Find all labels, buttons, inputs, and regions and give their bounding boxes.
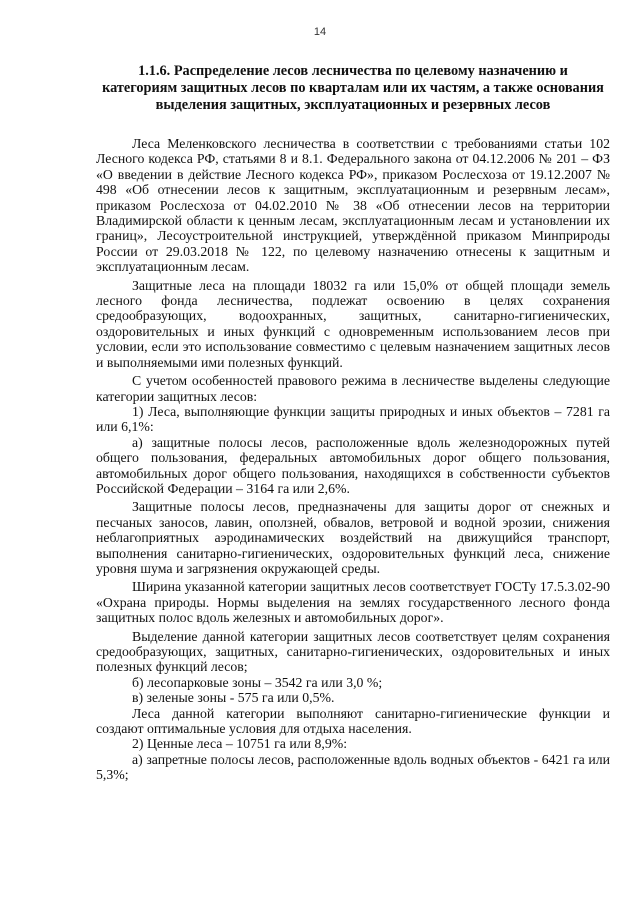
- paragraph: Выделение данной категории защитных лесов соответствует целям сохранения средообразующих, защитных, санитарно-гигиенических, оздоровительных и иных полезных функций лесов;: [96, 628, 610, 675]
- paragraph: б) лесопарковые зоны – 3542 га или 3,0 %;: [132, 674, 383, 690]
- paragraph: а) защитные полосы лесов, расположенные вдоль железнодорожных путей общего пользования, федеральных автомобильных дорог общего пользования, автомобильных дорог общего пользования, находящихся в собственности субъектов Российской Федерации – 3164 га или 2,6%.: [96, 434, 610, 496]
- section-heading: [96, 63, 610, 114]
- section-heading-line: 1.1.6. Распределение лесов лесничества по целевому назначению и: [138, 63, 568, 79]
- paragraph: а) запретные полосы лесов, расположенные вдоль водных объектов - 6421 га или 5,3%;: [96, 751, 610, 783]
- paragraph: Защитные леса на площади 18032 га или 15,0% от общей площади земель лесного фонда лесничества, подлежат освоению в целях сохранения средообразующих, водоохранных, защитных, санитарно-гигиенических, оздоровительных и иных функций с одновременным использованием лесов при условии, если это использование совместимо с целевым назначением защитных лесов и выполняемыми ими полезных функций.: [96, 277, 610, 370]
- paragraph: 1) Леса, выполняющие функции защиты природных и иных объектов – 7281 га или 6,1%:: [96, 403, 610, 435]
- paragraph: Леса данной категории выполняют санитарно-гигиенические функции и создают оптимальные условия для отдыха населения.: [96, 705, 610, 737]
- paragraph: Защитные полосы лесов, предназначены для защиты дорог от снежных и песчаных заносов, лавин, оползней, обвалов, ветровой и водной эрозии, снижения неблагоприятных аэродинамических воздействий на движущийся транспорт, выполнения санитарно-гигиенических, оздоровительных функций леса, снижение уровня шума и загрязнения окружающей среды.: [96, 499, 610, 576]
- paragraph: С учетом особенностей правового режима в лесничестве выделены следующие категории защитных лесов:: [96, 373, 610, 404]
- paragraph: Леса Меленковского лесничества в соответствии с требованиями статьи 102 Лесного кодекса РФ, статьями 8 и 8.1. Федерального закона от 04.12.2006 № 201 – ФЗ «О введении в действие Лесного кодекса РФ», приказом Рослесхоза от 19.12.2007 № 498 «Об отнесении лесов к защитным, эксплуатационным и резервным лесам», приказом Рослесхоза от 04.02.2010 № 38 «Об отнесении лесов на территории Владимирской области к ценным лесам, эксплуатационным лесам и установлении их границ», Лесоустроительной инструкцией, утверждённой приказом Минприроды России от 29.03.2018 № 122, по целевому назначению отнесены к защитным и эксплуатационным лесам.: [96, 136, 610, 275]
- paragraph: Ширина указанной категории защитных лесов соответствует ГОСТу 17.5.3.02-90 «Охрана природы. Нормы выделения на землях государственного лесного фонда защитных полос вдоль железных и автомобильных дорог».: [96, 579, 610, 626]
- section-heading-line: категориям защитных лесов по кварталам или их частям, а также основания: [102, 80, 604, 96]
- paragraph: 2) Ценные леса – 10751 га или 8,9%:: [132, 736, 348, 752]
- section-heading-line: выделения защитных, эксплуатационных и резервных лесов: [155, 97, 551, 113]
- paragraph: в) зеленые зоны - 575 га или 0,5%.: [132, 690, 335, 706]
- body-text: [96, 136, 610, 783]
- page-number: 14: [313, 26, 327, 38]
